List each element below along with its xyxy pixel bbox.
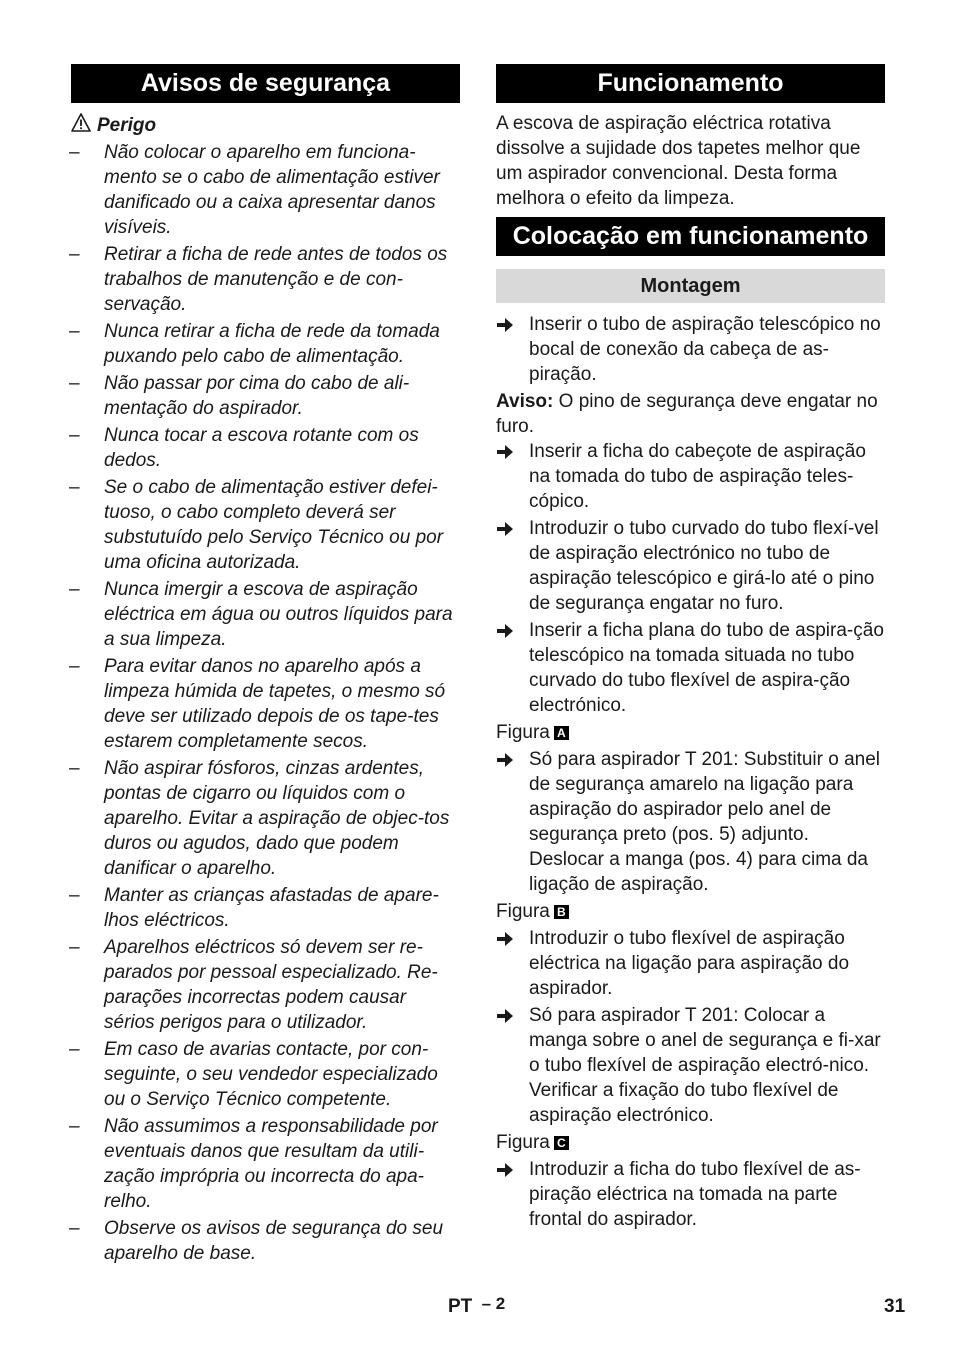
- steps-list-2: [496, 439, 885, 718]
- page-number: 31: [884, 1296, 906, 1317]
- step-item: Inserir a ficha plana do tubo de aspira-ção telescópico na tomada situada no tubo curvado do tubo flexível de aspira-ção electrónico.: [496, 618, 885, 718]
- warning-triangle-icon: [71, 113, 91, 133]
- figure-c-ref: Figura C: [496, 1130, 885, 1155]
- safety-list: [71, 140, 460, 1266]
- step-item: Inserir o tubo de aspiração telescópico no bocal de conexão da cabeça de as-piração.: [496, 312, 885, 387]
- list-item: – Aparelhos eléctricos só devem ser re-parados por pessoal especializado. Re-parações incorrectas podem causar sérios perigos para o utilizador.: [69, 937, 438, 1033]
- arrow-right-icon: [496, 623, 514, 639]
- list-item: – Não aspirar fósforos, cinzas ardentes, pontas de cigarro ou líquidos com o aparelho. Evitar a aspiração de objec-tos duros ou agudos, dado que podem danificar o aparelho.: [69, 758, 450, 879]
- arrow-right-icon: [496, 752, 514, 768]
- arrow-right-icon: [496, 521, 514, 537]
- arrow-right-icon: [496, 317, 514, 333]
- start-heading: Colocação em funcionamento: [496, 217, 885, 256]
- steps-list-3: [496, 747, 885, 897]
- danger-label: Perigo: [97, 115, 157, 136]
- left-column: [71, 64, 460, 1268]
- function-heading: Funcionamento: [496, 64, 885, 103]
- footer-page-dash: – 2: [481, 1294, 506, 1313]
- danger-label-row: [71, 113, 460, 138]
- list-item: – Para evitar danos no aparelho após a limpeza húmida de tapetes, o mesmo só deve ser utilizado depois de os tape-tes estarem completamente secos.: [69, 656, 446, 752]
- list-item: – Nunca tocar a escova rotante com os dedos.: [69, 425, 419, 471]
- figure-b-badge: B: [554, 905, 569, 919]
- steps-list-4: [496, 926, 885, 1128]
- assembly-heading: Montagem: [496, 269, 885, 303]
- figure-c-badge: C: [554, 1136, 569, 1150]
- notice-paragraph: Aviso: O pino de segurança deve engatar no furo.: [496, 391, 878, 437]
- notice-label: Aviso:: [496, 391, 554, 412]
- list-item: – Não colocar o aparelho em funciona-mento se o cabo de alimentação estiver danificado ou a caixa apresentar danos visíveis.: [69, 142, 440, 238]
- step-item: Introduzir o tubo flexível de aspiração eléctrica na ligação para aspiração do aspirador.: [496, 926, 885, 1001]
- function-text: A escova de aspiração eléctrica rotativa dissolve a sujidade dos tapetes melhor que um aspirador convencional. Desta forma melhora o efeito da limpeza.: [496, 113, 861, 209]
- list-item: – Não assumimos a responsabilidade por eventuais danos que resultam da utili-zação imprópria ou incorrecta do apa-relho.: [69, 1116, 438, 1212]
- steps-list-5: [496, 1157, 885, 1232]
- figure-a-badge: A: [554, 726, 569, 740]
- arrow-right-icon: [496, 444, 514, 460]
- step-item: Inserir a ficha do cabeçote de aspiração na tomada do tubo de aspiração teles-cópico.: [496, 439, 885, 514]
- figure-b-ref: Figura B: [496, 899, 885, 924]
- list-item: – Nunca retirar a ficha de rede da tomada puxando pelo cabo de alimentação.: [69, 321, 440, 367]
- step-item: Introduzir a ficha do tubo flexível de as-piração eléctrica na tomada na parte frontal do aspirador.: [496, 1157, 885, 1232]
- arrow-right-icon: [496, 931, 514, 947]
- step-item: Introduzir o tubo curvado do tubo flexí-vel de aspiração electrónico no tubo de aspiração telescópico e girá-lo até o pino de segurança engatar no furo.: [496, 516, 885, 616]
- list-item: – Se o cabo de alimentação estiver defei-tuoso, o cabo completo deverá ser substutuído pelo Serviço Técnico ou por uma oficina autorizada.: [69, 477, 444, 573]
- arrow-right-icon: [496, 1008, 514, 1024]
- list-item: – Retirar a ficha de rede antes de todos os trabalhos de manutenção e de con-servação.: [69, 244, 448, 315]
- step-item: Só para aspirador T 201: Substituir o anel de segurança amarelo na ligação para aspiração do aspirador pelo anel de segurança preto (pos. 5) adjunto. Deslocar a manga (pos. 4) para cima da ligação de aspiração.: [496, 747, 885, 897]
- list-item: – Manter as crianças afastadas de apare-lhos eléctricos.: [69, 885, 439, 931]
- safety-heading: Avisos de segurança: [71, 64, 460, 103]
- footer-lang: PT – 2: [448, 1294, 506, 1317]
- steps-list-1: [496, 312, 885, 387]
- right-column: [496, 64, 885, 1234]
- list-item: – Não passar por cima do cabo de ali-mentação do aspirador.: [69, 373, 410, 419]
- list-item: – Observe os avisos de segurança do seu aparelho de base.: [69, 1218, 444, 1264]
- list-item: – Nunca imergir a escova de aspiração eléctrica em água ou outros líquidos para a sua limpeza.: [69, 579, 453, 650]
- figure-a-ref: Figura A: [496, 720, 885, 745]
- list-item: – Em caso de avarias contacte, por con-seguinte, o seu vendedor especializado ou o Serviço Técnico competente.: [69, 1039, 438, 1110]
- step-item: Só para aspirador T 201: Colocar a manga sobre o anel de segurança e fi-xar o tubo flexível de aspiração electró-nico. Verificar a fixação do tubo flexível de aspiração electrónico.: [496, 1003, 885, 1128]
- arrow-right-icon: [496, 1162, 514, 1178]
